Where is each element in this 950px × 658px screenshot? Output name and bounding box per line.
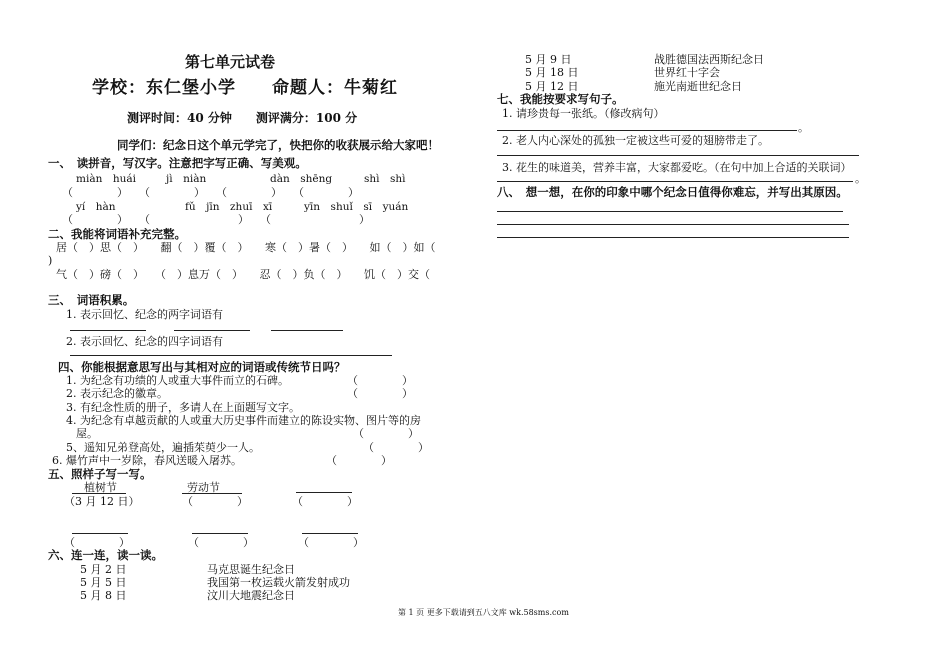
answer-parens[interactable]: （ ） xyxy=(347,387,413,400)
section8-heading: 八、 想一想，在你的印象中哪个纪念日值得你难忘，并写出其原因。 xyxy=(497,185,848,199)
section3-heading: 三、 词语积累。 xyxy=(48,293,135,307)
example-underline xyxy=(182,493,242,494)
question-item: 6. 爆竹声中一岁除，春风送暖入屠苏。 xyxy=(52,454,242,467)
match-date[interactable]: 5 月 12 日 xyxy=(525,80,579,93)
question-item: 3. 有纪念性质的册子，多请人在上面题写文字。 xyxy=(66,401,300,414)
answer-parens[interactable]: （ ） xyxy=(347,374,413,387)
answer-line[interactable] xyxy=(497,224,849,225)
answer-line[interactable] xyxy=(271,330,343,331)
answer-parens[interactable]: （ ） xyxy=(182,495,248,508)
match-event[interactable]: 汶川大地震纪念日 xyxy=(207,589,295,602)
answer-line[interactable] xyxy=(296,492,352,493)
example-date: （3 月 12 日） xyxy=(64,495,140,508)
intro-text: 同学们：纪念日这个单元学完了，快把你的收获展示给大家吧！ xyxy=(117,138,439,152)
answer-line[interactable] xyxy=(497,155,859,156)
pinyin-item: miàn huái xyxy=(76,173,136,185)
answer-parens[interactable]: （ ） xyxy=(298,536,364,549)
section7-heading: 七、我能按要求写句子。 xyxy=(497,92,624,106)
idiom-row[interactable]: 居（ ）思（ ） 翻（ ）覆（ ） 寒（ ）暑（ ） 如（ ）如（ xyxy=(56,241,436,254)
section5-heading: 五、照样子写一写。 xyxy=(48,467,152,481)
section2-heading: 二、我能将词语补充完整。 xyxy=(48,227,186,241)
question-item: 2. 表示纪念的徽章。 xyxy=(66,387,168,400)
pinyin-item: yí hàn xyxy=(76,201,116,213)
answer-line[interactable] xyxy=(70,355,392,356)
answer-parens[interactable]: （ ） xyxy=(353,427,419,440)
match-event[interactable]: 世界红十字会 xyxy=(654,66,720,79)
answer-line[interactable] xyxy=(497,181,853,182)
answer-parens[interactable]: （ ） xyxy=(292,495,358,508)
idiom-row-wrap: ) xyxy=(48,254,53,267)
pinyin-item: jì niàn xyxy=(166,173,207,185)
line-end-period: 。 xyxy=(855,172,866,185)
line-end-period: 。 xyxy=(798,121,809,134)
school-author-line: 学校：东仁堡小学 命题人：牛菊红 xyxy=(92,78,398,98)
answer-parens-row[interactable]: （ ） （ ） （ ） xyxy=(62,213,370,226)
answer-line[interactable] xyxy=(302,533,358,534)
question-item: 5、遥知兄弟登高处，遍插茱萸少一人。 xyxy=(66,441,260,454)
answer-line[interactable] xyxy=(70,330,146,331)
exam-title: 第七单元试卷 xyxy=(185,53,276,71)
answer-line[interactable] xyxy=(72,533,128,534)
sentence-task: 1. 请珍贵每一张纸。（修改病句） xyxy=(502,107,665,120)
match-event[interactable]: 战胜德国法西斯纪念日 xyxy=(654,53,764,66)
pinyin-item: shì shì xyxy=(364,173,406,185)
match-date[interactable]: 5 月 9 日 xyxy=(525,53,572,66)
match-date[interactable]: 5 月 18 日 xyxy=(525,66,579,79)
question-item-wrap: 屋。 xyxy=(76,427,98,440)
answer-line[interactable] xyxy=(497,237,849,238)
match-event[interactable]: 施光南逝世纪念日 xyxy=(654,80,742,93)
question-item: 1. 为纪念有功绩的人或重大事件而立的石碑。 xyxy=(66,374,289,387)
example-holiday: 植树节 xyxy=(84,481,117,494)
idiom-row[interactable]: 气（ ）磅（ ） （ ）息万（ ） 忍（ ）负（ ） 饥（ ）交（ xyxy=(56,268,430,281)
pinyin-item: fǔ jīn zhuī xī xyxy=(185,201,273,213)
example-underline xyxy=(72,493,126,494)
question-item: 2. 表示回忆、纪念的四字词语有 xyxy=(66,335,223,348)
match-date[interactable]: 5 月 5 日 xyxy=(80,576,127,589)
exam-info: 测评时间：40 分钟 测评满分：100 分 xyxy=(127,111,358,125)
pinyin-item: yīn shuǐ sī yuán xyxy=(304,201,409,213)
match-event[interactable]: 马克思诞生纪念日 xyxy=(207,563,295,576)
answer-line[interactable] xyxy=(192,533,248,534)
question-item: 4. 为纪念有卓越贡献的人或重大历史事件而建立的陈设实物、图片等的房 xyxy=(66,414,421,427)
section4-heading: 四、你能根据意思写出与其相对应的词语或传统节日吗？ xyxy=(58,360,346,374)
question-item: 1. 表示回忆、纪念的两字词语有 xyxy=(66,308,223,321)
match-date[interactable]: 5 月 2 日 xyxy=(80,563,127,576)
match-event[interactable]: 我国第一枚运载火箭发射成功 xyxy=(207,576,350,589)
answer-parens[interactable]: （ ） xyxy=(363,441,429,454)
answer-parens[interactable]: （ ） xyxy=(64,536,130,549)
answer-line[interactable] xyxy=(497,211,843,212)
answer-parens[interactable]: （ ） xyxy=(326,454,392,467)
pinyin-item: dàn shēng xyxy=(270,173,333,185)
page-footer: 第 1 页 更多下载请到五八文库 wk.58sms.com xyxy=(398,608,569,617)
section6-heading: 六、连一连，读一读。 xyxy=(48,548,163,562)
answer-parens-row[interactable]: （ ） （ ） （ ） （ ） xyxy=(62,186,359,199)
sentence-task: 2. 老人内心深处的孤独一定被这些可爱的翅膀带走了。 xyxy=(502,134,769,147)
match-date[interactable]: 5 月 8 日 xyxy=(80,589,127,602)
answer-line[interactable] xyxy=(174,330,250,331)
answer-parens[interactable]: （ ） xyxy=(188,536,254,549)
sentence-task: 3. 花生的味道美，营养丰富，大家都爱吃。（在句中加上合适的关联词） xyxy=(502,161,852,174)
answer-line[interactable] xyxy=(497,130,797,131)
section1-heading: 一、 读拼音，写汉字。注意把字写正确、写美观。 xyxy=(48,156,307,170)
example-holiday: 劳动节 xyxy=(187,481,220,494)
